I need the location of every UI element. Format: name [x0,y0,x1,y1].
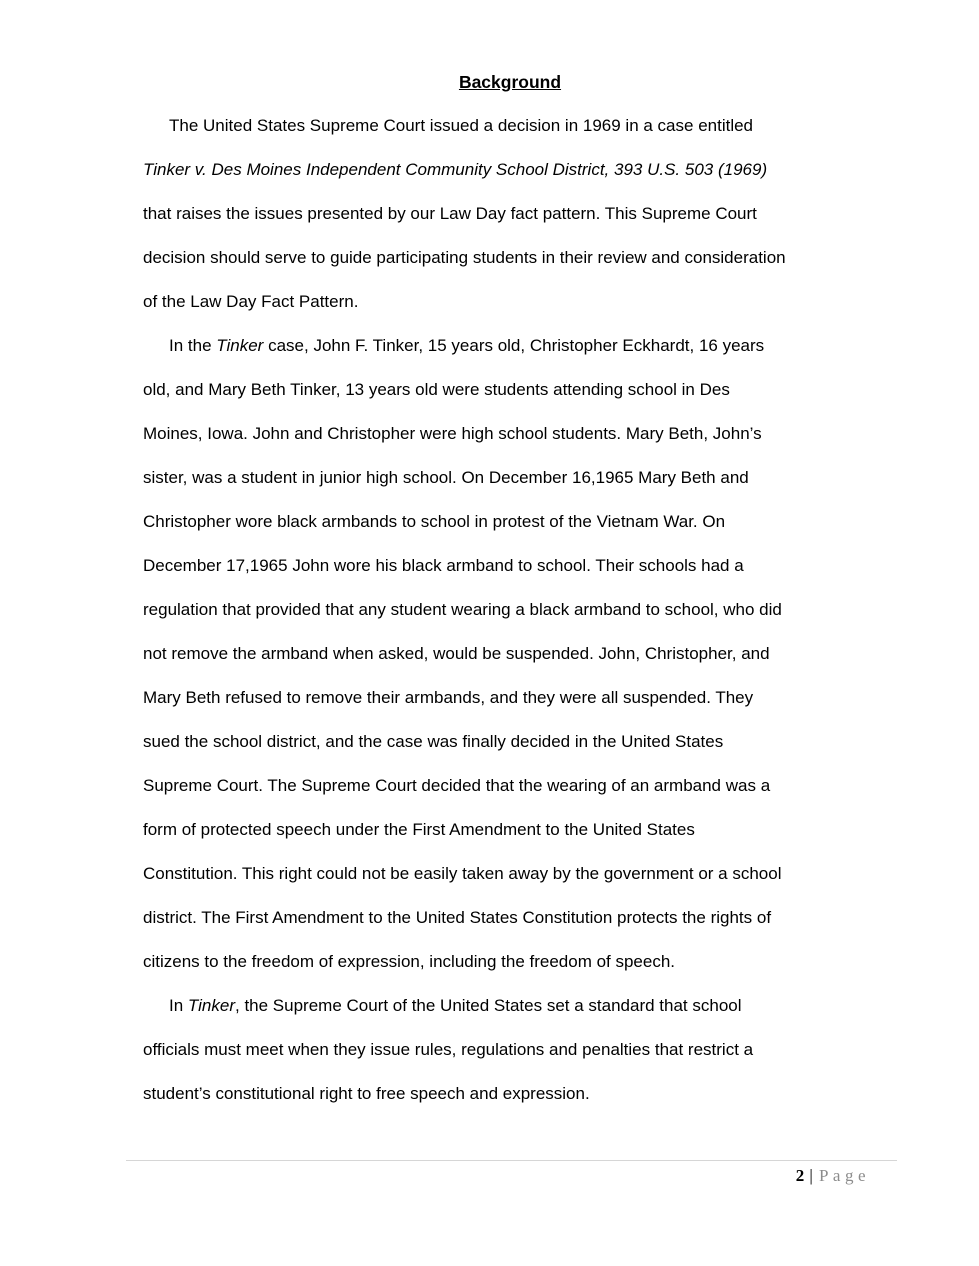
text-segment: Constitution. This right could not be easily taken away by the government or a school [143,864,782,883]
page-footer [796,1166,870,1186]
text-line [143,500,877,544]
paragraphs-container [143,104,877,1116]
text-line [143,676,877,720]
italic-text-segment: Tinker [216,336,264,355]
text-segment: sister, was a student in junior high school. On December 16,1965 Mary Beth and [143,468,749,487]
text-segment: sued the school district, and the case was finally decided in the United States [143,732,724,751]
text-segment: student’s constitutional right to free speech and expression. [143,1084,590,1103]
text-segment: regulation that provided that any student wearing a black armband to school, who did [143,600,782,619]
text-line [143,1072,877,1116]
text-segment: In the [169,336,217,355]
footer-page-label: Page [818,1166,870,1185]
text-segment: not remove the armband when asked, would be suspended. John, Christopher, and [143,644,770,663]
text-segment: The United States Supreme Court issued a decision in 1969 in a case entitled [169,116,754,135]
text-line [143,412,877,456]
text-line [143,324,877,368]
text-line [143,148,877,192]
text-segment: case, John F. Tinker, 15 years old, Christopher Eckhardt, 16 years [263,336,765,355]
text-segment: form of protected speech under the First Amendment to the United States [143,820,695,839]
footer-divider-line [126,1160,897,1161]
italic-text-segment: Tinker v. Des Moines Independent Community School District, 393 U.S. 503 (1969) [143,160,768,179]
text-line [143,544,877,588]
text-segment: district. The First Amendment to the United States Constitution protects the rights of [143,908,772,927]
text-line [143,764,877,808]
text-segment: decision should serve to guide participating students in their review and consideration [143,248,786,267]
text-segment: citizens to the freedom of expression, including the freedom of speech. [143,952,676,971]
text-line [143,236,877,280]
text-segment: Moines, Iowa. John and Christopher were high school students. Mary Beth, John’s [143,424,762,443]
text-segment: Christopher wore black armbands to school in protest of the Vietnam War. On [143,512,726,531]
footer-separator: | [809,1166,813,1185]
document-body [143,60,877,1116]
text-segment: Mary Beth refused to remove their armbands, and they were all suspended. They [143,688,754,707]
text-segment: old, and Mary Beth Tinker, 13 years old were students attending school in Des [143,380,730,399]
text-segment: December 17,1965 John wore his black armband to school. Their schools had a [143,556,744,575]
text-line [143,632,877,676]
text-segment: , the Supreme Court of the United States set a standard that school [235,996,742,1015]
text-segment: In [169,996,188,1015]
text-line [143,896,877,940]
text-segment: officials must meet when they issue rules, regulations and penalties that restrict a [143,1040,754,1059]
text-segment: Supreme Court. The Supreme Court decided that the wearing of an armband was a [143,776,771,795]
text-line [143,808,877,852]
italic-text-segment: Tinker [187,996,235,1015]
document-heading: Background [458,72,562,92]
text-line [143,984,877,1028]
text-line [143,368,877,412]
text-segment: of the Law Day Fact Pattern. [143,292,359,311]
text-line [143,1028,877,1072]
text-segment: that raises the issues presented by our Law Day fact pattern. This Supreme Court [143,204,757,223]
text-line [143,588,877,632]
page-number: 2 [795,1166,805,1185]
text-line [143,192,877,236]
text-line [143,104,877,148]
text-line [143,456,877,500]
text-line [143,280,877,324]
text-line [143,852,877,896]
text-line [143,720,877,764]
text-line [143,940,877,984]
